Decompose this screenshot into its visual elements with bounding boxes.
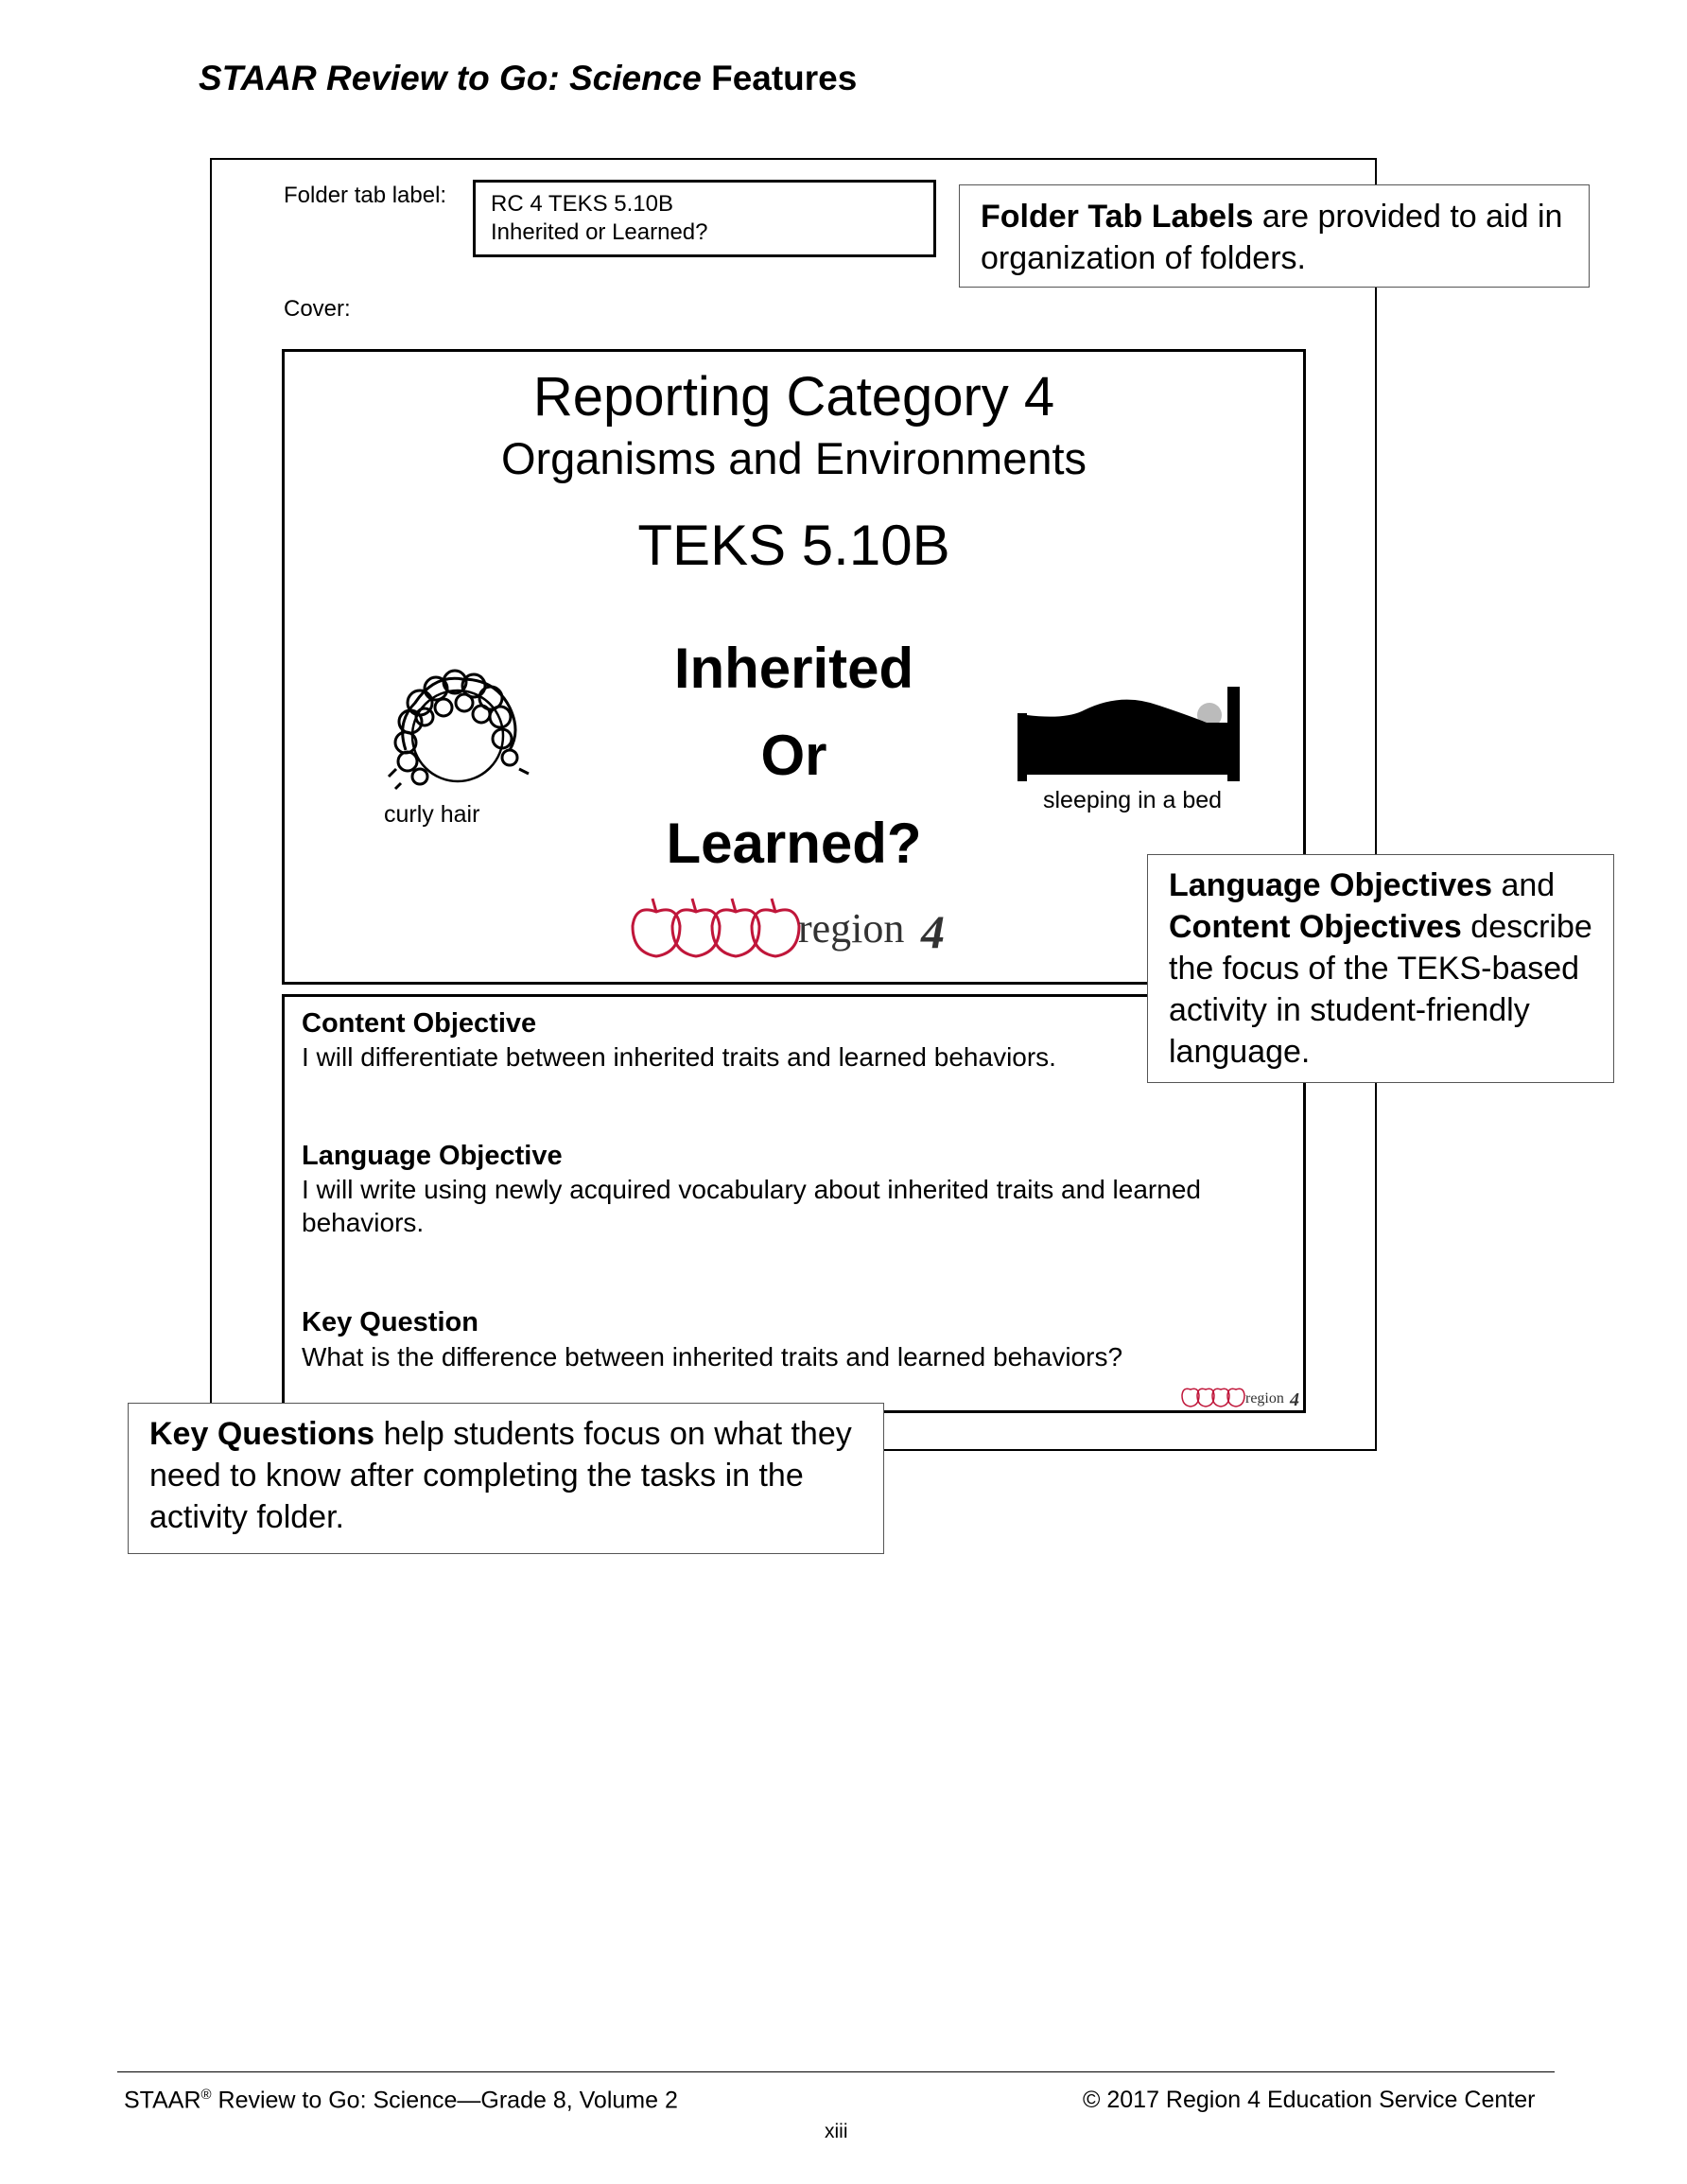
footer-left [124,2087,678,2114]
cover-question-line: Inherited [673,637,914,700]
region4-logo-small [1181,1382,1304,1415]
folder-tab-label-caption: Folder tab label: [284,183,447,208]
curly-hair-icon [368,665,543,797]
region4-logo-number: 4 [921,905,945,958]
region4-logo-small-number: 4 [1290,1389,1299,1410]
key-question-heading: Key Question [302,1307,478,1337]
callout-bold: Key Questions [149,1416,375,1452]
page-title [199,59,857,98]
region4-logo-text: region [798,905,905,952]
content-objective-heading: Content Objective [302,1008,537,1039]
bed-icon [1017,687,1240,781]
region4-logo [628,893,964,969]
folder-tab-label-line: RC 4 TEKS 5.10B [491,191,673,217]
content-objective-text: I will differentiate between inherited traits and learned behaviors. [302,1042,1056,1072]
cover-heading: Reporting Category 4 [532,366,1055,428]
curly-hair-caption: curly hair [384,801,480,828]
footer-left-pre: STAAR [124,2087,201,2114]
language-objective-text: I will write using newly acquired vocabulary about inherited traits and learned behaviors. [302,1175,1201,1237]
key-question-text: What is the difference between inherited traits and learned behaviors? [302,1342,1123,1372]
region4-logo-mark [628,893,964,964]
folder-tab-label-box [473,180,936,257]
page-title-rest: Features [701,59,858,97]
cover-teks: TEKS 5.10B [637,514,950,577]
language-objective-heading: Language Objective [302,1141,563,1171]
cover-question-line: Learned? [666,812,922,875]
footer-registered-mark: ® [200,2087,212,2103]
callout-text: describe the focus of the TEKS-based activity in student-friendly language. [1169,909,1592,1070]
callout-objectives [1147,854,1614,1083]
callout-bold: Content Objectives [1169,909,1462,945]
callout-text: help students focus on what they need to know after completing the tasks in the activity folder. [149,1416,852,1535]
page-title-italic: STAAR Review to Go: Science [199,59,702,97]
callout-text: and [1492,867,1556,903]
callout-bold: Language Objectives [1169,867,1492,903]
region4-logo-small-text: region [1245,1390,1284,1406]
cover-subheading: Organisms and Environments [500,433,1087,483]
region4-logo-small-mark [1181,1382,1304,1410]
footer-right: © 2017 Region 4 Education Service Center [1083,2087,1536,2113]
folder-tab-label-line: Inherited or Learned? [491,219,708,245]
page-number: xiii [825,2121,848,2142]
footer-divider [117,2071,1555,2072]
footer-left-post: Review to Go: Science—Grade 8, Volume 2 [211,2087,678,2114]
callout-text: are provided to aid in organization of folders. [981,199,1563,276]
cover-question-line: Or [760,724,827,787]
cover-caption: Cover: [284,296,351,322]
callout-folder-tab-labels [959,184,1590,288]
bed-caption: sleeping in a bed [1043,787,1223,813]
callout-bold: Folder Tab Labels [981,199,1254,235]
callout-key-questions [128,1403,884,1554]
